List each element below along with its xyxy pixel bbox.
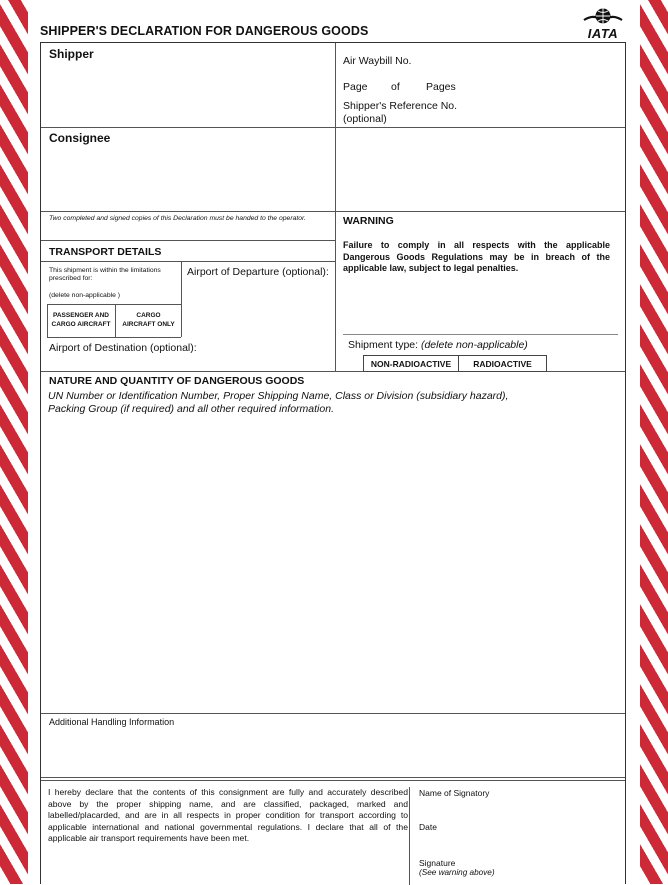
divider bbox=[47, 337, 181, 338]
non-radioactive-option[interactable]: NON-RADIOACTIVE bbox=[363, 355, 459, 372]
nature-quantity-label: NATURE AND QUANTITY OF DANGEROUS GOODS bbox=[49, 375, 305, 387]
consignee-label: Consignee bbox=[49, 131, 111, 145]
divider bbox=[41, 240, 335, 241]
warning-label: WARNING bbox=[343, 215, 394, 227]
transport-details-label: TRANSPORT DETAILS bbox=[49, 246, 162, 258]
globe-icon bbox=[578, 6, 628, 28]
divider bbox=[41, 127, 625, 128]
declaration-form bbox=[40, 42, 626, 884]
date-label: Date bbox=[419, 822, 437, 832]
divider bbox=[41, 211, 625, 212]
divider bbox=[343, 334, 618, 335]
pages-label: Pages bbox=[426, 81, 456, 93]
reference-optional: (optional) bbox=[343, 113, 387, 125]
divider bbox=[409, 787, 410, 885]
signature-note: (See warning above) bbox=[419, 868, 495, 877]
passenger-line-1: PASSENGER AND bbox=[53, 312, 109, 319]
iata-logo bbox=[578, 6, 628, 42]
shipment-type bbox=[348, 339, 528, 351]
shipment-type-label: Shipment type: bbox=[348, 339, 419, 351]
cargo-line-2: AIRCRAFT ONLY bbox=[122, 321, 175, 328]
divider bbox=[41, 777, 625, 778]
divider bbox=[181, 261, 182, 337]
name-of-signatory-label: Name of Signatory bbox=[419, 788, 490, 798]
additional-handling-label: Additional Handling Information bbox=[49, 717, 175, 727]
airport-destination-label: Airport of Destination (optional): bbox=[49, 342, 197, 354]
divider bbox=[335, 43, 336, 127]
limitations-line-2: prescribed for: bbox=[49, 275, 93, 282]
air-waybill-label: Air Waybill No. bbox=[343, 55, 412, 67]
divider bbox=[335, 127, 336, 211]
divider bbox=[41, 713, 625, 714]
shipper-label: Shipper bbox=[49, 47, 94, 61]
divider bbox=[47, 304, 181, 305]
shipment-type-note: (delete non-applicable) bbox=[420, 339, 528, 351]
radioactive-option[interactable]: RADIOACTIVE bbox=[458, 355, 547, 372]
divider bbox=[41, 261, 335, 262]
limitations-line-1: This shipment is within the limitations bbox=[49, 267, 161, 274]
page-label: Page bbox=[343, 81, 368, 93]
passenger-line-2: CARGO AIRCRAFT bbox=[51, 321, 111, 328]
reference-label: Shipper's Reference No. bbox=[343, 100, 458, 112]
right-hatched-border bbox=[640, 0, 668, 884]
left-hatched-border bbox=[0, 0, 28, 884]
cargo-aircraft-only-option[interactable] bbox=[116, 311, 181, 329]
passenger-cargo-aircraft-option[interactable] bbox=[47, 311, 115, 329]
of-label: of bbox=[391, 81, 400, 93]
nature-quantity-description: UN Number or Identification Number, Proper Shipping Name, Class or Division (subsidiary hazard), Packing Group (if required) and all other required information. bbox=[48, 390, 509, 415]
form-title: SHIPPER'S DECLARATION FOR DANGEROUS GOODS bbox=[40, 24, 369, 38]
copies-note: Two completed and signed copies of this Declaration must be handed to the operator. bbox=[49, 215, 306, 222]
divider bbox=[41, 780, 625, 781]
airport-departure-label: Airport of Departure (optional): bbox=[187, 266, 329, 278]
declaration-text: I hereby declare that the contents of this consignment are fully and accurately described above by the proper shipping name, and are classified, packaged, marked and labelled/placarded, and are in all respects in proper condition for transport according to applicable international and national governmental regulations. I declare that all of the applicable air transport requirements have been met. bbox=[48, 787, 408, 843]
signature-label: Signature bbox=[419, 858, 456, 868]
delete-note: (delete non-applicable ) bbox=[49, 292, 121, 299]
divider bbox=[335, 211, 336, 371]
logo-text: IATA bbox=[587, 26, 619, 41]
warning-text: Failure to comply in all respects with the applicable Dangerous Goods Regulations may be in breach of the applicable law, subject to legal penalties. bbox=[343, 240, 610, 273]
cargo-line-1: CARGO bbox=[136, 312, 161, 319]
